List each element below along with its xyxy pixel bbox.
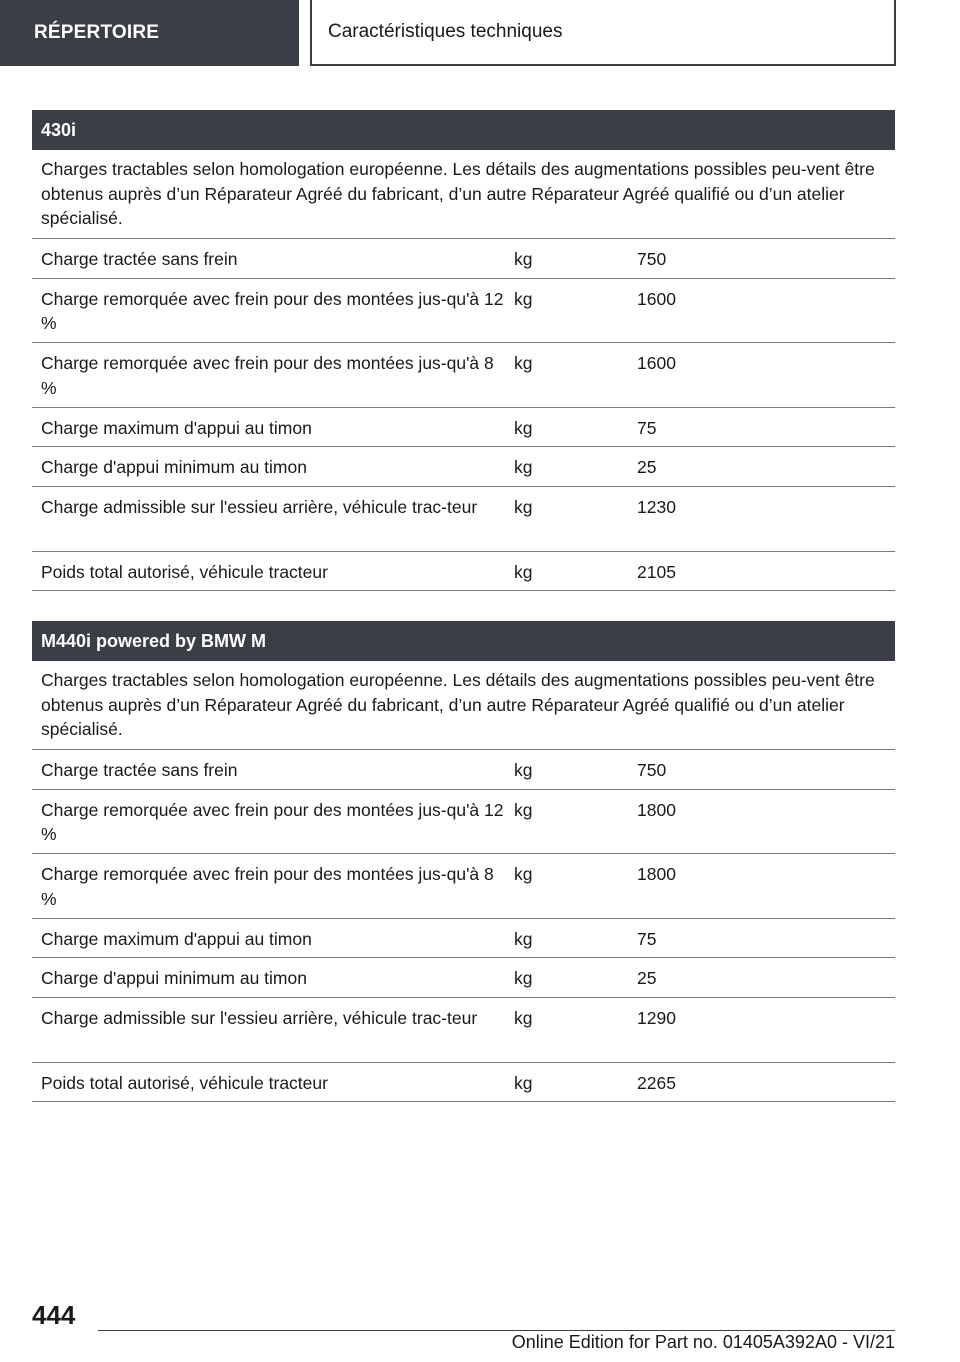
table-row [32,408,895,448]
row-label: Charge admissible sur l'essieu arrière, véhicule trac-teur [41,1007,478,1028]
table-row [32,854,895,919]
footer-divider [98,1330,895,1331]
row-label: Charge tractée sans frein [41,760,238,780]
row-unit: kg [514,1007,533,1028]
tab-repertoire[interactable] [0,0,299,66]
block-title: M440i powered by BMW M [32,621,895,661]
row-label: Poids total autorisé, véhicule tracteur [41,561,328,582]
row-unit: kg [514,1072,533,1093]
row-value: 1230 [637,496,676,517]
row-value: 75 [637,417,657,438]
row-label: Charge d'appui minimum au timon [41,457,307,478]
row-value: 25 [637,457,657,478]
row-label: Charge remorquée avec frein pour des montées jus-qu'à 8 % [41,353,494,398]
row-value: 1800 [637,864,676,885]
spec-block-m440i [32,621,895,1102]
row-value: 750 [637,249,667,269]
row-value: 25 [637,968,657,989]
row-label: Charge admissible sur l'essieu arrière, véhicule trac-teur [41,496,478,517]
row-value: 1800 [637,799,676,820]
row-unit: kg [514,249,533,269]
tab-repertoire-label: RÉPERTOIRE [34,22,160,43]
row-unit: kg [514,457,533,478]
edition-footer: Online Edition for Part no. 01405A392A0 - VI/21 [511,1332,895,1352]
table-row [32,447,895,487]
row-label: Charge maximum d'appui au timon [41,928,312,949]
row-unit: kg [514,288,533,309]
row-value: 2265 [637,1072,676,1093]
row-unit: kg [514,928,533,949]
row-value: 750 [637,760,667,780]
row-label: Poids total autorisé, véhicule tracteur [41,1072,328,1093]
spec-block-430i [32,110,895,591]
row-value: 1600 [637,288,676,309]
row-label: Charge remorquée avec frein pour des montées jus-qu'à 12 % [41,799,504,844]
row-label: Charge d'appui minimum au timon [41,968,307,989]
block-description: Charges tractables selon homologation européenne. Les détails des augmentations possibles peu-vent être obtenus auprès d’un Réparateur Agréé du fabricant, d’un autre Réparateur Agréé qualifié ou d’un atelier spécialisé. [32,661,895,750]
section-title-tab [310,0,896,66]
row-label: Charge remorquée avec frein pour des montées jus-qu'à 12 % [41,288,504,333]
table-row [32,919,895,959]
row-label: Charge tractée sans frein [41,249,238,269]
top-bar [0,0,960,66]
table-row [32,279,895,344]
table-row [32,239,895,279]
table-row [32,552,895,592]
section-title: Caractéristiques techniques [328,21,563,42]
row-label: Charge remorquée avec frein pour des montées jus-qu'à 8 % [41,864,494,909]
block-description: Charges tractables selon homologation européenne. Les détails des augmentations possibles peu-vent être obtenus auprès d’un Réparateur Agréé du fabricant, d’un autre Réparateur Agréé qualifié ou d’un atelier spécialisé. [32,150,895,239]
table-row [32,487,895,552]
table-row [32,343,895,408]
row-unit: kg [514,760,533,780]
row-unit: kg [514,353,533,374]
row-value: 1290 [637,1007,676,1028]
row-unit: kg [514,799,533,820]
row-unit: kg [514,496,533,517]
row-unit: kg [514,864,533,885]
row-label: Charge maximum d'appui au timon [41,417,312,438]
row-value: 1600 [637,353,676,374]
table-row [32,1063,895,1103]
row-value: 75 [637,928,657,949]
row-unit: kg [514,968,533,989]
row-unit: kg [514,561,533,582]
table-row [32,750,895,790]
page-number: 444 [32,1300,76,1330]
table-row [32,790,895,855]
row-value: 2105 [637,561,676,582]
table-row [32,958,895,998]
table-row [32,998,895,1063]
row-unit: kg [514,417,533,438]
block-title: 430i [32,110,895,150]
